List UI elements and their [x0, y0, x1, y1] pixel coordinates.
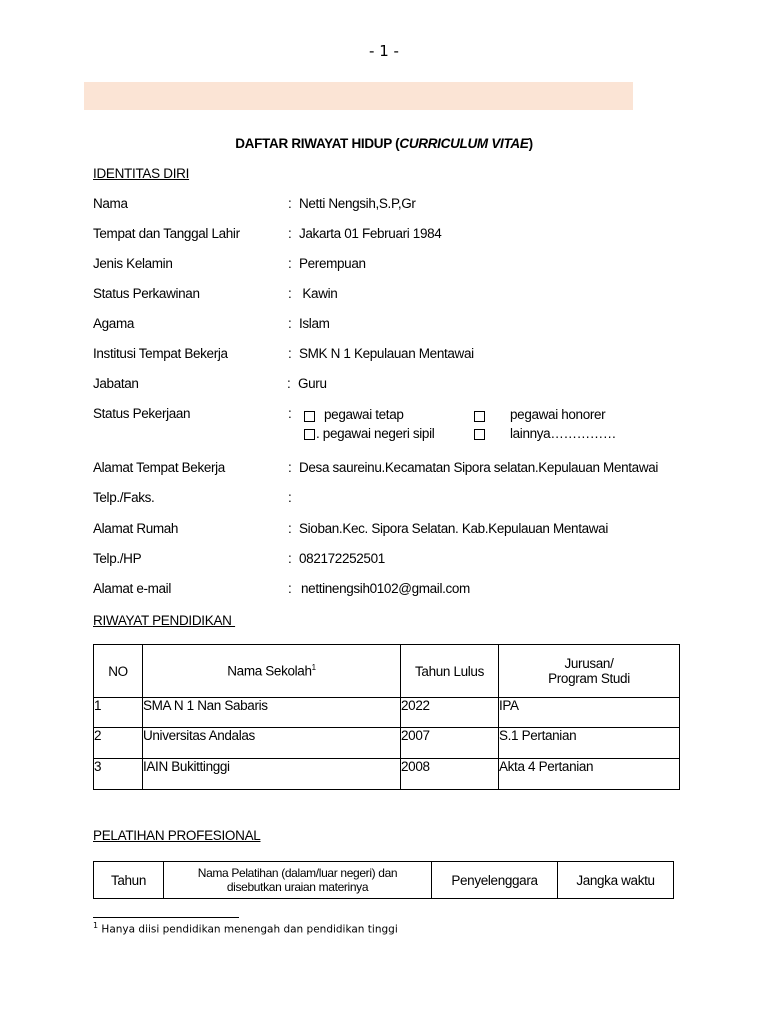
field-label: Alamat Rumah: [93, 521, 179, 536]
field-value: Sioban.Kec. Sipora Selatan. Kab.Kepulauan Mentawai: [299, 521, 608, 536]
field-colon: :: [288, 226, 292, 241]
table-row: [94, 728, 680, 759]
field-colon: :: [288, 316, 292, 331]
field-colon: :: [288, 460, 292, 475]
pelatihan-table: [93, 861, 674, 899]
footnote-ref: 1: [311, 663, 316, 673]
field-colon: :: [288, 406, 292, 421]
footnote: [93, 921, 398, 936]
table-row: [94, 698, 680, 728]
table-row: [94, 759, 680, 790]
field-colon: :: [288, 581, 292, 596]
header-nama-sekolah-text: Nama Sekolah: [227, 663, 312, 679]
table-header-row: [94, 862, 674, 899]
header-tahun-lulus: Tahun Lulus: [401, 645, 499, 698]
field-nama: [93, 196, 693, 216]
cell-no: 2: [94, 728, 143, 759]
title-italic: CURRICULUM VITAE: [399, 136, 529, 151]
option-pegawai-negeri-sipil: . pegawai negeri sipil: [316, 426, 435, 441]
cell-nama: SMA N 1 Nan Sabaris: [143, 698, 401, 728]
cell-nama: IAIN Bukittinggi: [143, 759, 401, 790]
field-alamat-rumah: [93, 521, 693, 541]
field-label: Agama: [93, 316, 135, 331]
header-jurusan-line2: Program Studi: [548, 671, 630, 686]
document-title: [0, 136, 768, 151]
field-value: Perempuan: [299, 256, 366, 271]
field-label: Status Perkawinan: [93, 286, 200, 301]
field-colon: :: [288, 286, 292, 301]
field-institusi: [93, 346, 693, 366]
field-value: 082172252501: [299, 551, 385, 566]
cell-jurusan: Akta 4 Pertanian: [499, 759, 680, 790]
page-number: - 1 -: [369, 42, 399, 60]
cell-tahun: 2022: [401, 698, 499, 728]
field-colon: :: [288, 490, 292, 505]
field-label: Jenis Kelamin: [93, 256, 173, 271]
header-jurusan: [499, 645, 680, 698]
header-nama-sekolah: [143, 645, 401, 698]
field-tempat-tanggal-lahir: [93, 226, 693, 246]
field-label: Tempat dan Tanggal Lahir: [93, 226, 240, 241]
checkbox-lainnya[interactable]: [474, 429, 485, 440]
cell-tahun: 2008: [401, 759, 499, 790]
header-jangka-waktu: Jangka waktu: [558, 862, 674, 899]
field-value: Kawin: [299, 286, 338, 301]
cell-jurusan: S.1 Pertanian: [499, 728, 680, 759]
cell-jurusan: IPA: [499, 698, 680, 728]
field-label: Telp./HP: [93, 551, 142, 566]
field-jabatan: [93, 376, 693, 396]
field-value: Guru: [298, 376, 327, 391]
cell-no: 3: [94, 759, 143, 790]
field-label: Telp./Faks.: [93, 490, 155, 505]
field-colon: :: [287, 376, 291, 391]
field-alamat-email: [93, 581, 693, 601]
header-nama-pelatihan: [164, 862, 432, 899]
field-status-perkawinan: [93, 286, 693, 306]
table-header-row: [94, 645, 680, 698]
field-value: Jakarta 01 Februari 1984: [299, 226, 442, 241]
title-close: ): [528, 136, 533, 151]
header-nama-pelatihan-line2: disebutkan uraian materinya: [226, 880, 369, 894]
field-jenis-kelamin: [93, 256, 693, 276]
checkbox-pegawai-honorer[interactable]: [474, 411, 485, 422]
option-pegawai-honorer: pegawai honorer: [510, 407, 606, 422]
field-value: nettinengsih0102@gmail.com: [301, 581, 470, 596]
field-label: Alamat Tempat Bekerja: [93, 460, 225, 475]
field-colon: :: [288, 521, 292, 536]
checkbox-pegawai-tetap[interactable]: [304, 411, 315, 422]
option-pegawai-tetap: pegawai tetap: [324, 407, 404, 422]
header-penyelenggara: Penyelenggara: [432, 862, 558, 899]
option-lainnya: lainnya……………: [510, 426, 617, 441]
footnote-text: Hanya diisi pendidikan menengah dan pendidikan tinggi: [98, 923, 398, 936]
cell-nama: Universitas Andalas: [143, 728, 401, 759]
field-colon: :: [288, 346, 292, 361]
footnote-mark: 1: [93, 921, 99, 930]
field-agama: [93, 316, 693, 336]
field-label: Institusi Tempat Bekerja: [93, 346, 228, 361]
checkbox-pegawai-negeri-sipil[interactable]: [304, 429, 315, 440]
cell-tahun: 2007: [401, 728, 499, 759]
field-colon: :: [288, 551, 292, 566]
field-value: Netti Nengsih,S.P,Gr: [299, 196, 416, 211]
pendidikan-table: [93, 644, 680, 790]
header-band: [84, 82, 633, 110]
field-label: Nama: [93, 196, 128, 211]
header-jurusan-line1: Jurusan/: [564, 656, 614, 671]
header-tahun: Tahun: [94, 862, 164, 899]
field-label: Status Pekerjaan: [93, 406, 191, 421]
identitas-heading: IDENTITAS DIRI: [93, 166, 190, 181]
field-value: Islam: [299, 316, 330, 331]
field-label: Jabatan: [93, 376, 139, 391]
field-alamat-tempat-bekerja: [93, 460, 693, 480]
field-telp-faks: [93, 490, 693, 510]
title-main: DAFTAR RIWAYAT HIDUP (: [235, 136, 400, 151]
field-colon: :: [288, 256, 292, 271]
field-value: Desa saureinu.Kecamatan Sipora selatan.Kepulauan Mentawai: [299, 460, 659, 475]
cell-no: 1: [94, 698, 143, 728]
pendidikan-heading: RIWAYAT PENDIDIKAN: [93, 613, 236, 628]
field-colon: :: [288, 196, 292, 211]
field-telp-hp: [93, 551, 693, 571]
header-no: NO: [94, 645, 143, 698]
field-label: Alamat e-mail: [93, 581, 171, 596]
field-value: SMK N 1 Kepulauan Mentawai: [299, 346, 474, 361]
footnote-separator: [93, 917, 239, 918]
header-nama-pelatihan-line1: Nama Pelatihan (dalam/luar negeri) dan: [197, 866, 398, 880]
pelatihan-heading: PELATIHAN PROFESIONAL: [93, 828, 261, 843]
